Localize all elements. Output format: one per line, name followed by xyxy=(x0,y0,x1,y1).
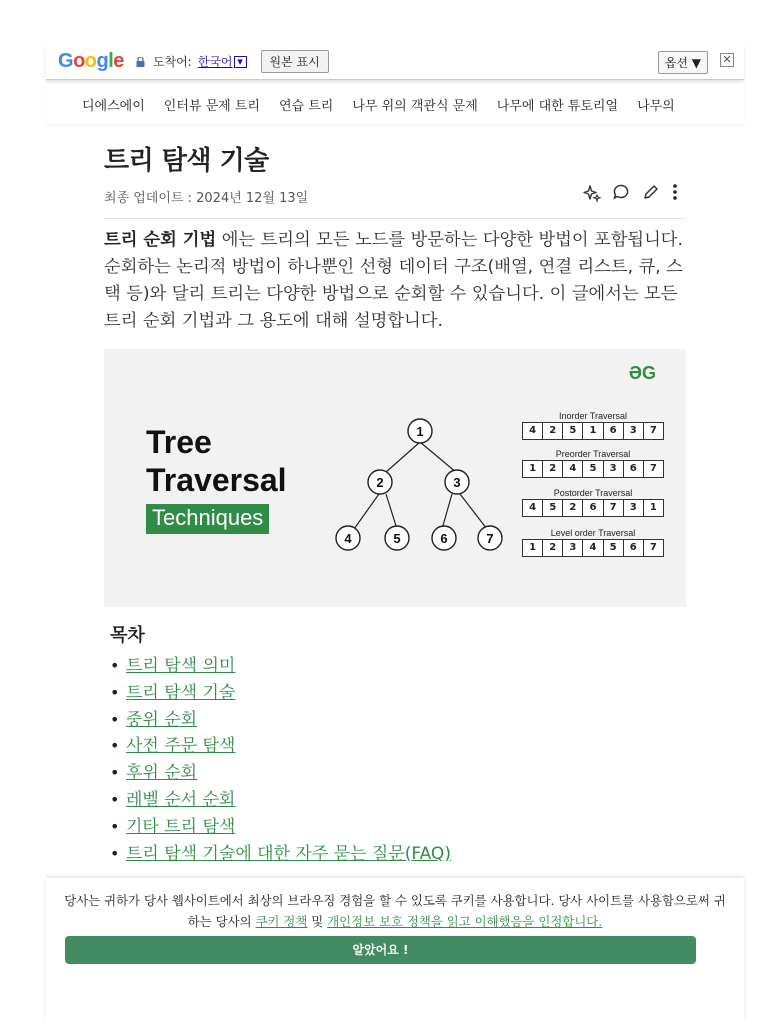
last-updated: 최종 업데이트 : 2024년 12월 13일 xyxy=(104,191,309,206)
toc-list xyxy=(110,653,686,867)
target-language-label: 도착어: xyxy=(152,55,192,69)
traversal-name: Level order Traversal xyxy=(550,528,636,538)
traversal-cell: 4 xyxy=(523,500,543,516)
toc-link[interactable]: 중위 순회 xyxy=(126,709,198,730)
lock-icon xyxy=(136,57,145,67)
tree-traversal-banner xyxy=(104,349,686,607)
toc-item xyxy=(110,680,686,707)
toc-item xyxy=(110,653,686,680)
cookie-text xyxy=(62,890,728,932)
tree-node-label: 1 xyxy=(416,424,424,439)
intro-bold-term: 트리 순회 기법 xyxy=(104,230,217,250)
tree-node-label: 2 xyxy=(376,475,384,490)
traversal-cell: 2 xyxy=(543,461,563,477)
article xyxy=(104,140,686,867)
traversal-cell: 7 xyxy=(644,540,663,556)
traversal-cell: 6 xyxy=(583,500,603,516)
options-button[interactable]: 옵션 ▼ xyxy=(658,51,708,74)
intro-paragraph xyxy=(104,227,686,335)
traversal-cell: 1 xyxy=(644,500,663,516)
cookie-consent-banner xyxy=(46,878,744,1024)
chevron-down-icon[interactable]: ▼ xyxy=(234,56,247,68)
more-options-icon[interactable] xyxy=(672,183,678,201)
cookie-text-and: 및 xyxy=(307,914,328,929)
tree-node-label: 6 xyxy=(440,531,448,546)
nav-item-dsa[interactable]: 디에스에이 xyxy=(82,98,145,114)
toc-item xyxy=(110,733,686,760)
traversal-name: Inorder Traversal xyxy=(558,411,628,421)
nav-item-tree-tutorial[interactable]: 나무에 대한 튜토리얼 xyxy=(496,98,619,114)
intro-text: 에는 트리의 모든 노드를 방문하는 다양한 방법이 포함됩니다. 순회하는 논리적 방법이 하나뿐인 선형 데이터 구조(배열, 연결 리스트, 큐, 스택 등)와 달리 트리는 다양한 방법으로 순회할 수 있습니다. 이 글에서는 모든 트리 순회 기법과 그 용도에 대해 설명합니다. xyxy=(104,230,683,331)
traversal-name: Preorder Traversal xyxy=(555,449,631,459)
traversal-cell: 1 xyxy=(583,423,603,439)
toc-link[interactable]: 기타 트리 탐색 xyxy=(126,816,236,837)
toc-link[interactable]: 트리 탐색 기술 xyxy=(126,682,236,703)
binary-tree-diagram xyxy=(330,411,520,561)
traversal-cell: 2 xyxy=(543,423,563,439)
traversal-cell: 5 xyxy=(543,500,563,516)
traversal-cell: 3 xyxy=(624,423,644,439)
banner-tag: Techniques xyxy=(146,504,269,534)
traversal-cell: 6 xyxy=(624,540,644,556)
traversal-cell: 5 xyxy=(563,423,583,439)
toc-link[interactable]: 사전 주문 탐색 xyxy=(126,736,236,757)
traversal-cell: 4 xyxy=(523,423,543,439)
topic-nav xyxy=(46,84,744,124)
banner-title-line2: Traversal xyxy=(146,462,287,498)
banner-title xyxy=(146,423,287,499)
toc-link[interactable]: 레벨 순서 순회 xyxy=(126,789,236,810)
show-original-button[interactable]: 원본 표시 xyxy=(261,50,329,73)
nav-item-practice-tree[interactable]: 연습 트리 xyxy=(278,98,334,114)
nav-item-tree-more[interactable]: 나무의 xyxy=(637,98,675,114)
page-title: 트리 탐색 기술 xyxy=(104,146,269,176)
google-translate-bar xyxy=(46,44,744,80)
level-order-traversal xyxy=(522,528,664,557)
traversal-cell: 3 xyxy=(604,461,624,477)
traversal-cell: 7 xyxy=(644,423,663,439)
close-icon[interactable]: ✕ xyxy=(720,53,734,67)
traversal-cell: 1 xyxy=(523,540,543,556)
toc-item xyxy=(110,787,686,814)
nav-item-mcq-tree[interactable]: 나무 위의 객관식 문제 xyxy=(352,98,478,114)
banner-title-line1: Tree xyxy=(146,424,212,460)
accept-cookies-button[interactable]: 알았어요 ! xyxy=(65,936,696,964)
article-actions xyxy=(582,183,678,201)
traversal-cell: 3 xyxy=(563,540,583,556)
traversal-cell: 7 xyxy=(604,500,624,516)
nav-item-interview-tree[interactable]: 인터뷰 문제 트리 xyxy=(163,98,260,114)
google-logo[interactable]: Google xyxy=(58,50,124,72)
traversal-cells xyxy=(522,499,664,517)
tree-node-label: 4 xyxy=(344,531,352,546)
traversal-cell: 2 xyxy=(563,500,583,516)
edit-pencil-icon[interactable] xyxy=(642,183,660,201)
table-of-contents xyxy=(104,621,686,867)
traversal-cell: 5 xyxy=(604,540,624,556)
toc-item xyxy=(110,814,686,841)
traversal-cell: 3 xyxy=(624,500,644,516)
postorder-traversal xyxy=(522,488,664,517)
toc-link[interactable]: 트리 탐색 의미 xyxy=(126,656,236,676)
target-language-select[interactable]: 한국어 xyxy=(197,55,233,69)
inorder-traversal xyxy=(522,411,664,440)
toc-item xyxy=(110,760,686,787)
toc-title: 목차 xyxy=(110,625,145,646)
traversal-cell: 4 xyxy=(563,461,583,477)
tree-node-label: 5 xyxy=(393,531,401,546)
traversal-cell: 7 xyxy=(644,461,663,477)
traversal-cell: 1 xyxy=(523,461,543,477)
tree-node-label: 3 xyxy=(453,475,461,490)
toc-link[interactable]: 후위 순회 xyxy=(126,763,198,784)
preorder-traversal xyxy=(522,449,664,478)
gfg-logo: ƏG xyxy=(628,363,656,383)
cookie-text-start: 당사는 귀하가 당사 웹사이트에서 최상의 브라우징 경험을 할 수 있도록 쿠키를 사용합니다. 당사 사이트를 사용함으로써 귀하는 당사의 xyxy=(64,893,726,929)
ai-sparkle-icon[interactable] xyxy=(582,183,600,201)
comment-icon[interactable] xyxy=(612,183,630,201)
traversal-cell: 5 xyxy=(583,461,603,477)
traversal-cells xyxy=(522,422,664,440)
article-meta xyxy=(104,187,686,219)
traversal-cells xyxy=(522,460,664,478)
privacy-policy-link[interactable]: 개인정보 보호 정책을 읽고 이해했음을 인정합니다. xyxy=(327,914,603,929)
toc-item xyxy=(110,841,686,868)
traversal-cell: 6 xyxy=(624,461,644,477)
cookie-policy-link[interactable]: 쿠키 정책 xyxy=(255,914,308,929)
traversal-cell: 6 xyxy=(604,423,624,439)
toc-link[interactable]: 트리 탐색 기술에 대한 자주 묻는 질문(FAQ) xyxy=(126,843,451,864)
traversal-cells xyxy=(522,539,664,557)
traversal-cell: 2 xyxy=(543,540,563,556)
traversal-name: Postorder Traversal xyxy=(553,488,633,498)
tree-node-label: 7 xyxy=(486,531,494,546)
traversal-cell: 4 xyxy=(583,540,603,556)
toc-item xyxy=(110,707,686,734)
